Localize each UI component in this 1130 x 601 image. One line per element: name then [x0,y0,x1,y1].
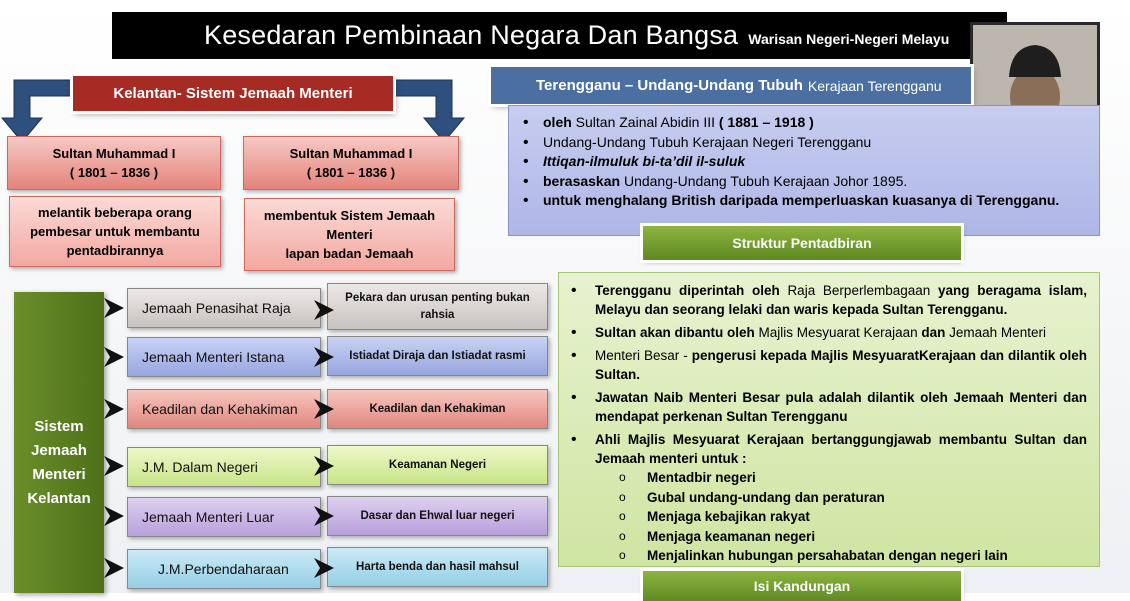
terengganu-panel [508,105,1100,236]
list-item: • berasaskan Undang-Undang Tubuh Kerajaan Johor 1895. [543,172,1099,192]
connector-arrows-icon [100,288,350,593]
jm-perbendaharaan-desc: Harta benda dan hasil mahsul [327,547,548,587]
list-item: • Jawatan Naib Menteri Besar pula adalah dilantik oleh Jemaah Menteri dan mendapat perkenan Sultan Terengganu [595,388,1087,426]
jemaah-menteri-istana-desc: Istiadat Diraja dan Istiadat rasmi [327,336,548,376]
right-desc-line: Menteri [326,227,373,242]
sub-item: o Menjaga kebajikan rakyat [595,507,1087,527]
left-desc-line: pentadbirannya [66,243,164,258]
keadilan-kehakiman-box: Keadilan dan Kehakiman [127,389,321,429]
page-subtitle: Warisan Negeri-Negeri Melayu [748,30,950,47]
sidebar-line: Menteri [32,465,86,483]
left-sultan-years: ( 1801 – 1836 ) [69,165,159,180]
sidebar-line: Jemaah [31,441,87,459]
right-sultan-years: ( 1801 – 1836 ) [306,165,396,180]
jm-dalam-negeri-box: J.M. Dalam Negeri [127,447,321,487]
isi-kandungan-button[interactable]: Isi Kandungan [643,571,961,601]
list-item: • Ittiqan-ilmuluk bi-ta’dil il-suluk [543,152,1099,172]
right-sultan-name: Sultan Muhammad I [289,146,413,161]
left-desc-line: melantik beberapa orang [38,205,192,220]
title-bar [112,12,1007,59]
left-description [9,196,221,267]
right-description [244,198,455,271]
sub-item: o Menjalinkan hubungan persahabatan dengan negeri lain [595,546,1087,566]
jemaah-menteri-istana-box: Jemaah Menteri Istana [127,337,321,377]
list-item: • Menteri Besar - pengerusi kepada Majlis MesyuaratKerajaan dan dilantik oleh Sultan. [595,346,1087,384]
sub-item: o Mentadbir negeri [595,468,1087,488]
list-item: • Ahli Majlis Mesyuarat Kerajaan bertanggungjawab membantu Sultan dan Jemaah menteri untuk : [595,430,1087,468]
terengganu-header-bold: Terengganu – Undang-Undang Tubuh [536,77,803,94]
jm-perbendaharaan-box: J.M.Perbendaharaan [127,549,321,589]
left-sultan-box [7,136,221,190]
kelantan-header: Kelantan- Sistem Jemaah Menteri [73,76,393,111]
page-title: Kesedaran Pembinaan Negara Dan Bangsa [204,20,739,50]
left-desc-line: pembesar untuk membantu [30,224,200,239]
sidebar-line: Kelantan [27,489,91,507]
right-desc-line: membentuk Sistem Jemaah [263,208,436,223]
keadilan-kehakiman-desc: Keadilan dan Kehakiman [327,389,548,429]
struktur-panel [558,272,1100,567]
right-desc-line: lapan badan Jemaah [285,246,414,261]
jemaah-penasihat-raja-desc: Pekara dan urusan penting bukan rahsia [327,283,548,330]
list-item: • Terengganu diperintah oleh Raja Berperlembagaan yang beragama islam, Melayu dan seorang lelaki dan waris kepada Sultan Terengganu. [595,281,1087,319]
list-item: • untuk menghalang British daripada memperluaskan kuasanya di Terengganu. [543,191,1099,211]
list-item: • Undang-Undang Tubuh Kerajaan Negeri Terengganu [543,133,1099,153]
jemaah-menteri-luar-box: Jemaah Menteri Luar [127,497,321,537]
sub-item: o Menjaga keamanan negeri [595,527,1087,547]
list-item: • Sultan akan dibantu oleh Majlis Mesyuarat Kerajaan dan Jemaah Menteri [595,323,1087,342]
left-sultan-name: Sultan Muhammad I [52,146,176,161]
struktur-pentadbiran-button[interactable]: Struktur Pentadbiran [643,226,961,260]
jm-dalam-negeri-desc: Keamanan Negeri [327,445,548,485]
jemaah-menteri-luar-desc: Dasar dan Ehwal luar negeri [327,496,548,536]
sub-item: o Gubal undang-undang dan peraturan [595,488,1087,508]
jemaah-penasihat-raja-box: Jemaah Penasihat Raja [127,288,321,328]
terengganu-header [491,67,971,104]
right-sultan-box [243,136,459,190]
list-item: • oleh Sultan Zainal Abidin III ( 1881 – 1918 ) [543,113,1099,133]
sidebar-line: Sistem [34,417,84,435]
sidebar-sistem-jemaah [14,292,104,593]
terengganu-header-rest: Kerajaan Terengganu [807,77,942,94]
